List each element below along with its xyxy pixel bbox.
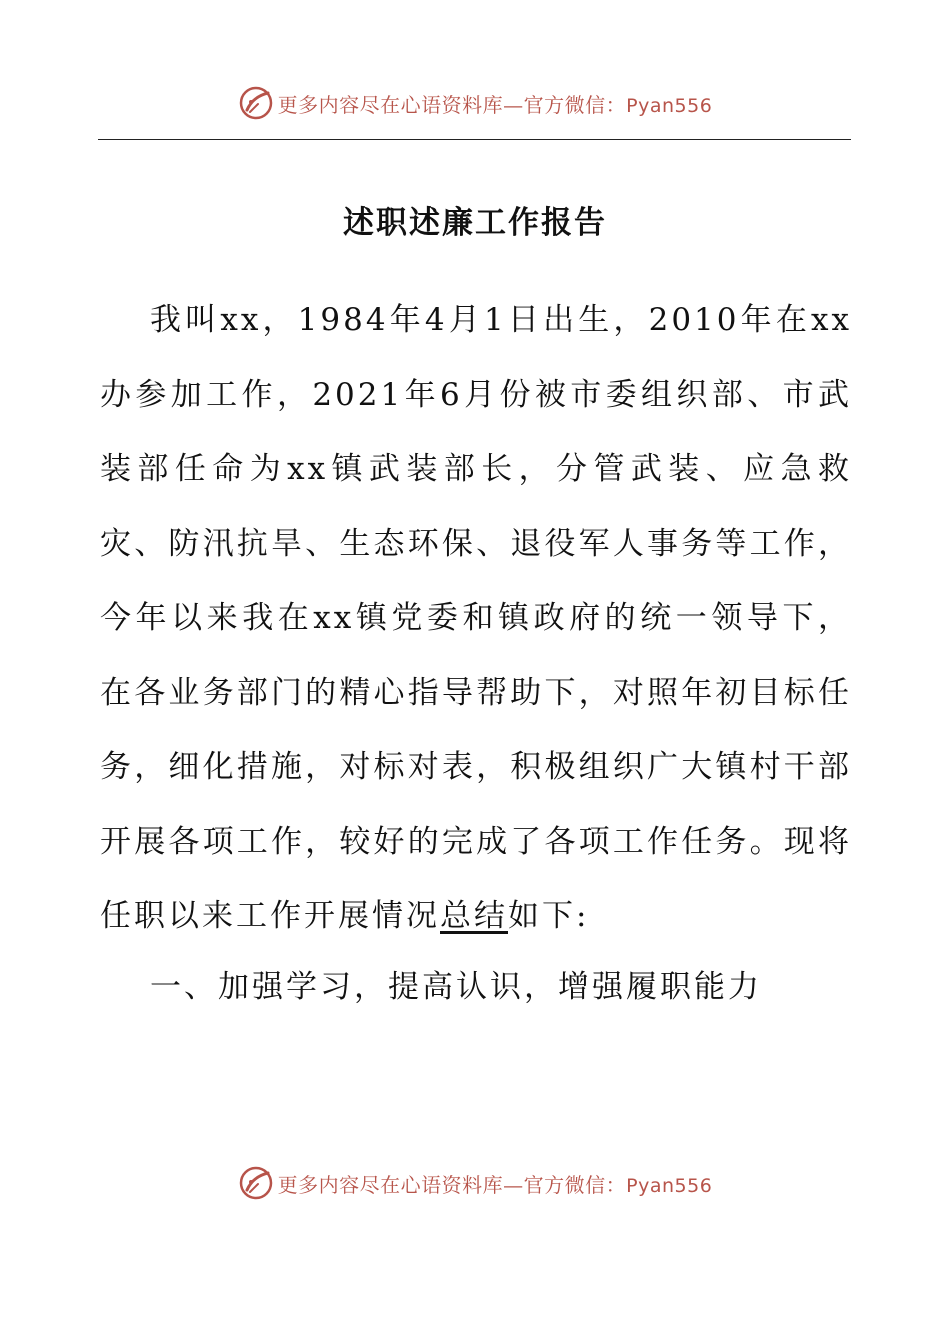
pen-circle-logo-icon [238,1165,274,1201]
paragraph-1-tail: 如下: [508,898,590,934]
footer-watermark-text: 更多内容尽在心语资料库—官方微信：Pyan556 [277,1172,713,1197]
document-title: 述职述廉工作报告 [343,205,607,241]
footer-watermark [0,1163,950,1203]
underlined-word: 总结 [440,898,508,934]
header-divider [98,139,851,140]
paragraph-1-text: 我叫xx，1984年4月1日出生，2010年在xx办参加工作，2021年6月份被市委组织部、市武装部任命为xx镇武装部长，分管武装、应急救灾、防汛抗旱、生态环保、退役军人事务等工作，今年以来我在xx镇党委和镇政府的统一领导下，在各业务部门的精心指导帮助下，对照年初目标任务，细化措施，对标对表，积极组织广大镇村干部开展各项工作，较好的完成了各项工作任务。现将任职以来工作开展情况 [100,302,852,934]
header-watermark-text: 更多内容尽在心语资料库—官方微信：Pyan556 [277,92,713,117]
header-watermark [0,83,950,123]
section-1-heading: 一、加强学习，提高认识，增强履职能力 [150,969,762,1005]
pen-circle-logo-icon [238,85,274,121]
paragraph-1 [100,283,852,954]
